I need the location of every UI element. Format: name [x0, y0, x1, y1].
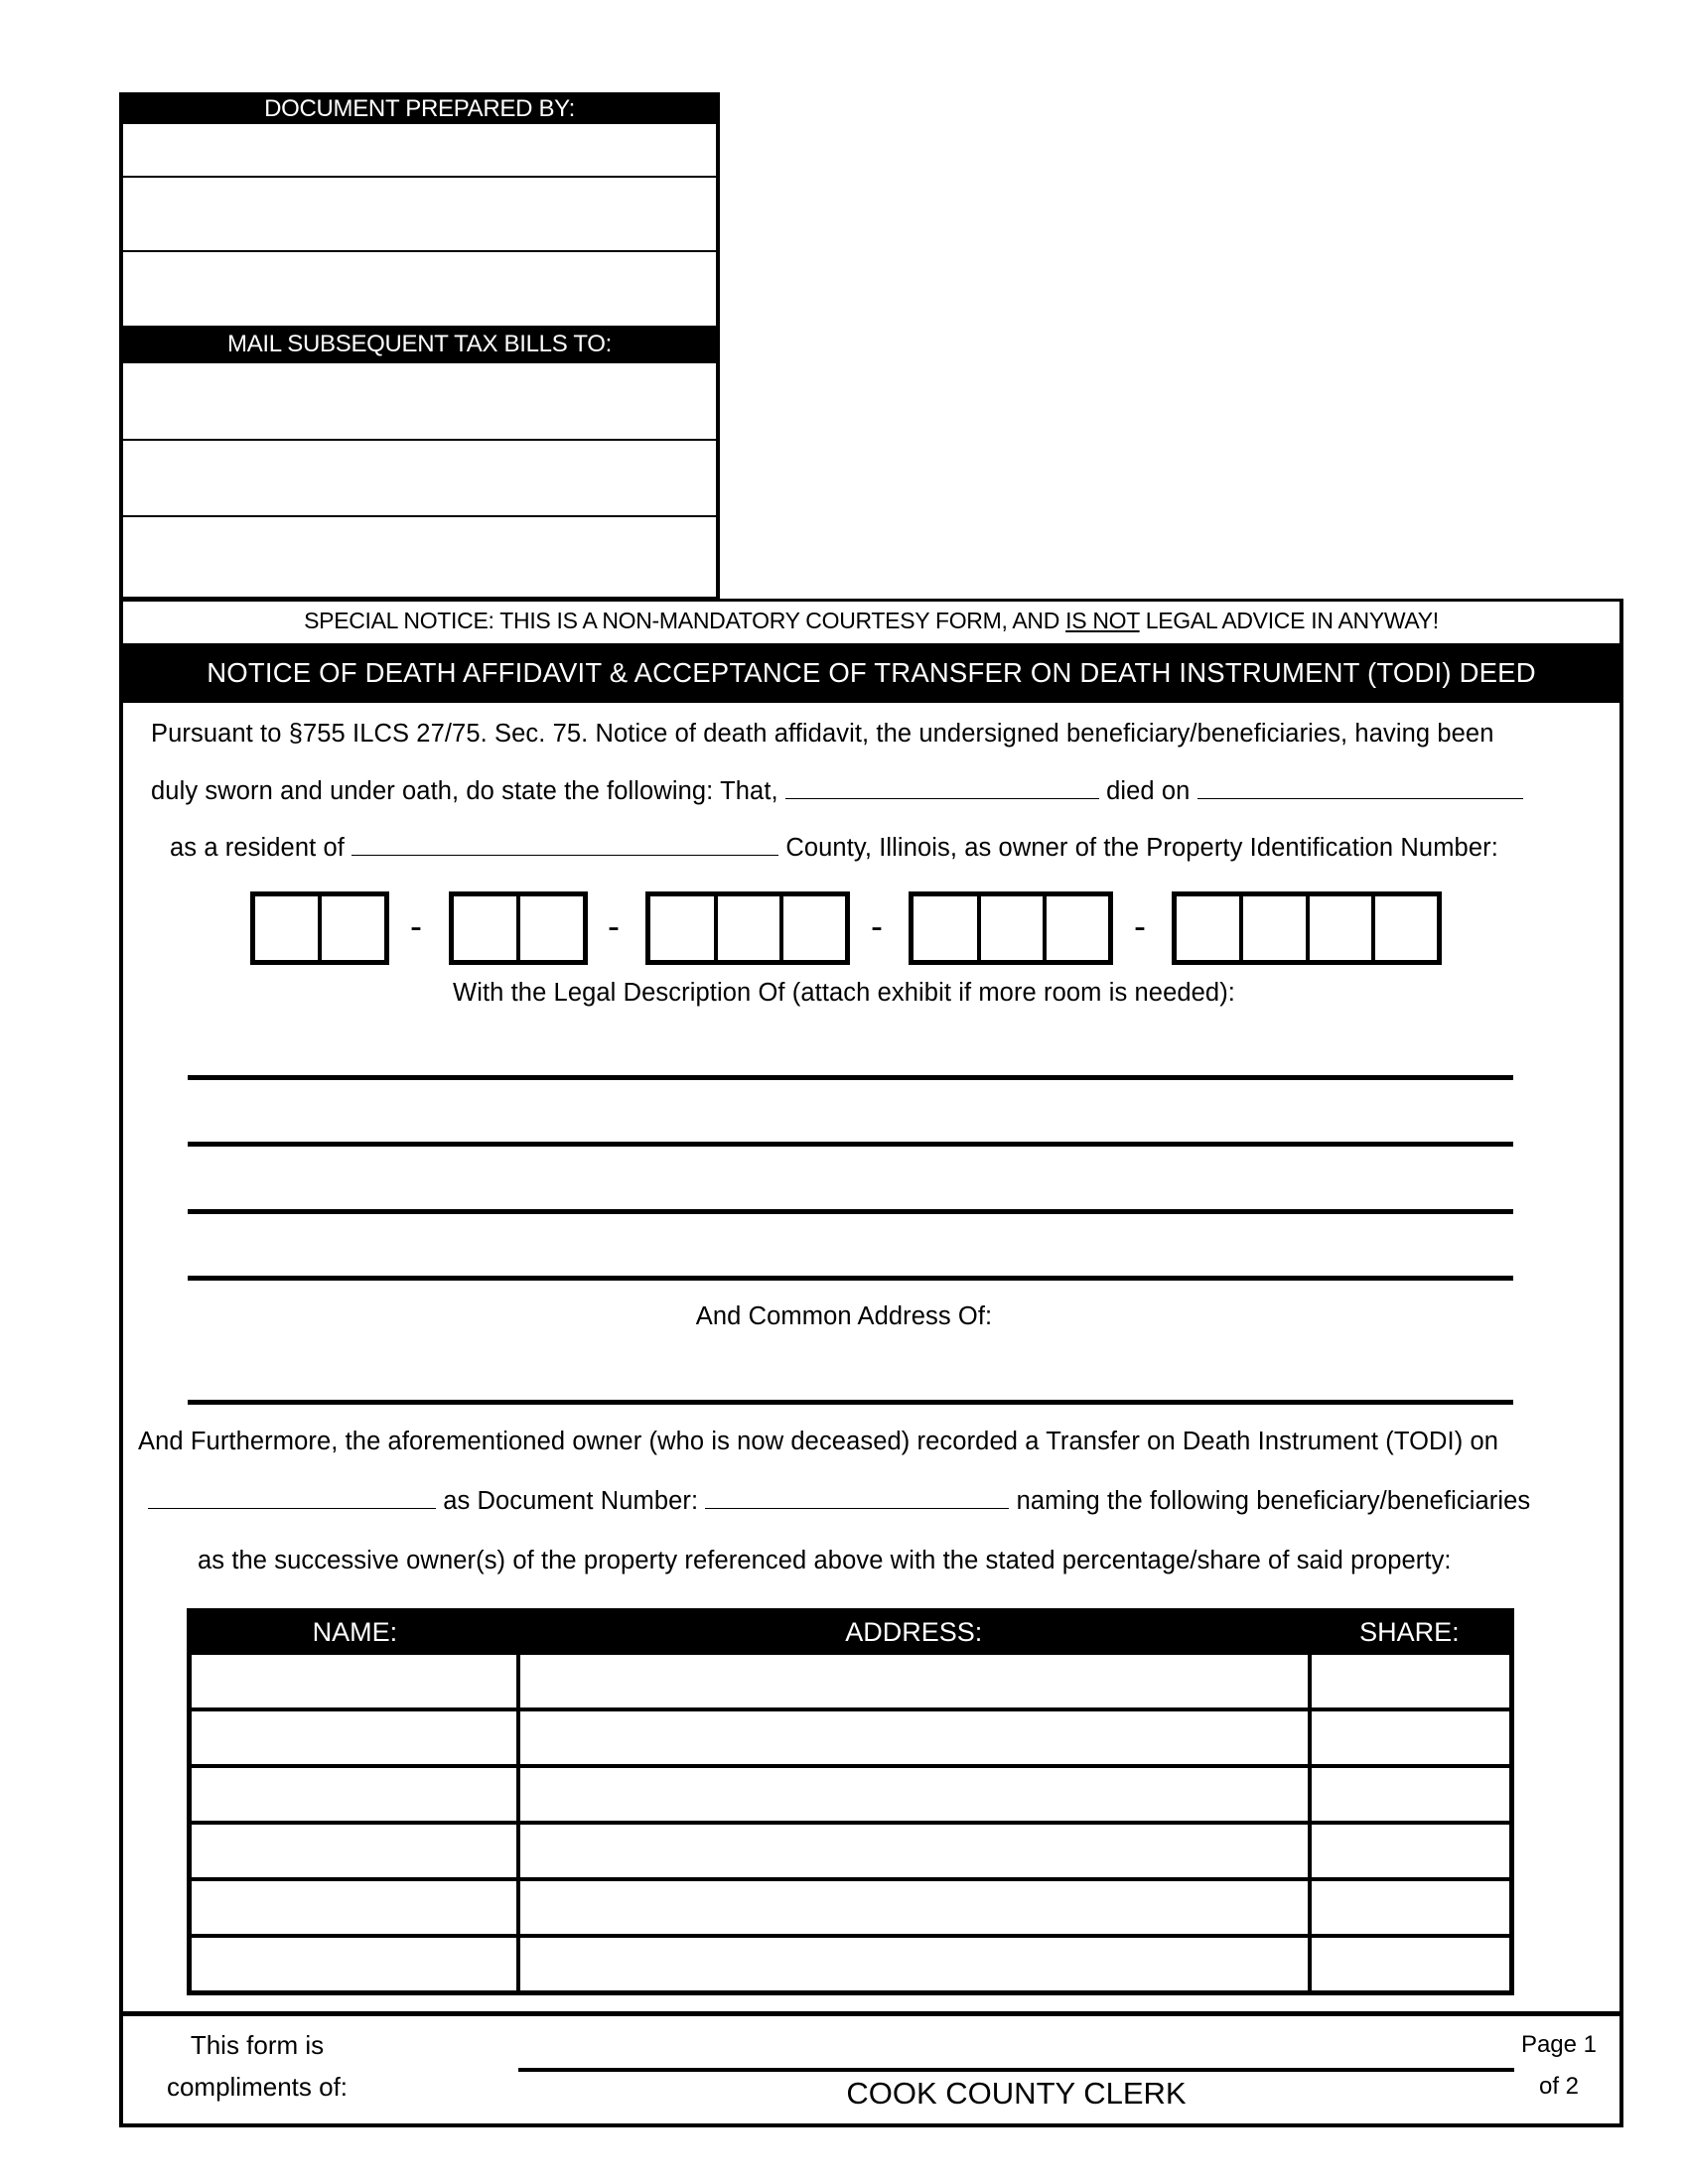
beneficiary-name-cell[interactable] [190, 1709, 518, 1766]
table-row [190, 1766, 1512, 1823]
beneficiary-share-cell[interactable] [1310, 1709, 1512, 1766]
legal-description-line-2[interactable] [188, 1142, 1513, 1147]
share-column-header: SHARE: [1310, 1611, 1512, 1654]
prepared-by-field-3[interactable] [123, 252, 716, 326]
pin-group-4[interactable] [909, 891, 1113, 965]
decedent-name-field[interactable] [785, 797, 1099, 799]
tax-bills-field-2[interactable] [123, 441, 716, 517]
table-row [190, 1936, 1512, 1993]
beneficiary-name-cell[interactable] [190, 1766, 518, 1823]
pin-group-5[interactable] [1172, 891, 1442, 965]
beneficiary-share-cell[interactable] [1310, 1879, 1512, 1936]
legal-description-label: With the Legal Description Of (attach exhibit if more room is needed): [453, 979, 1235, 1007]
affidavit-line-3: as a resident of County, Illinois, as owner of the Property Identification Number: [170, 834, 1498, 862]
prepared-by-field-1[interactable] [123, 124, 716, 178]
common-address-label: And Common Address Of: [695, 1302, 993, 1330]
beneficiary-name-cell[interactable] [190, 1653, 518, 1709]
special-notice: SPECIAL NOTICE: THIS IS A NON-MANDATORY COURTESY FORM, AND IS NOT LEGAL ADVICE IN ANYWAY! [304, 608, 1439, 633]
beneficiary-share-cell[interactable] [1310, 1936, 1512, 1993]
beneficiary-name-cell[interactable] [190, 1936, 518, 1993]
table-row [190, 1653, 1512, 1709]
pin-dash-1: - [410, 905, 422, 946]
beneficiary-share-cell[interactable] [1310, 1653, 1512, 1709]
county-field[interactable] [352, 854, 778, 856]
pin-dash-3: - [871, 905, 883, 946]
table-row [190, 1823, 1512, 1879]
footer-divider [123, 2011, 1619, 2016]
date-of-death-field[interactable] [1197, 797, 1523, 799]
pin-group-1[interactable] [250, 891, 389, 965]
furthermore-line-1: And Furthermore, the aforementioned owner (who is now deceased) recorded a Transfer on Death Instrument (TODI) on [138, 1428, 1499, 1455]
legal-description-line-4[interactable] [188, 1276, 1513, 1281]
compliments-signature-line[interactable] [518, 2068, 1514, 2072]
table-row [190, 1709, 1512, 1766]
affidavit-line-2: duly sworn and under oath, do state the following: That, died on [151, 775, 1523, 807]
address-column-header: ADDRESS: [518, 1611, 1310, 1654]
notice-emphasis: IS NOT [1065, 608, 1140, 633]
tax-bills-field-3[interactable] [123, 517, 716, 597]
name-column-header: NAME: [190, 1611, 518, 1654]
beneficiary-header-row [190, 1611, 1512, 1654]
beneficiary-address-cell[interactable] [518, 1766, 1310, 1823]
preparer-taxbill-box [119, 92, 720, 601]
furthermore-line-3: as the successive owner(s) of the property referenced above with the stated percentage/share of said property: [198, 1547, 1452, 1574]
beneficiary-name-cell[interactable] [190, 1879, 518, 1936]
pin-group-3[interactable] [645, 891, 850, 965]
tax-bills-field-1[interactable] [123, 363, 716, 441]
pin-group-2[interactable] [449, 891, 588, 965]
beneficiary-share-cell[interactable] [1310, 1766, 1512, 1823]
pin-dash-4: - [1134, 905, 1146, 946]
compliments-label: This form is compliments of: [166, 2030, 349, 2102]
todi-record-date-field[interactable] [148, 1507, 436, 1509]
affidavit-line-1: Pursuant to §755 ILCS 27/75. Sec. 75. Notice of death affidavit, the undersigned beneficiary/beneficiaries, having been [151, 720, 1494, 748]
beneficiary-name-cell[interactable] [190, 1823, 518, 1879]
form-title: NOTICE OF DEATH AFFIDAVIT & ACCEPTANCE OF TRANSFER ON DEATH INSTRUMENT (TODI) DEED [123, 643, 1619, 703]
cook-county-clerk: COOK COUNTY CLERK [846, 2076, 1187, 2111]
common-address-line[interactable] [188, 1400, 1513, 1405]
prepared-by-field-2[interactable] [123, 178, 716, 252]
beneficiary-address-cell[interactable] [518, 1936, 1310, 1993]
page-number: Page 1 of 2 [1520, 2031, 1598, 2100]
table-row [190, 1879, 1512, 1936]
beneficiary-address-cell[interactable] [518, 1709, 1310, 1766]
beneficiary-address-cell[interactable] [518, 1653, 1310, 1709]
beneficiary-address-cell[interactable] [518, 1879, 1310, 1936]
beneficiary-address-cell[interactable] [518, 1823, 1310, 1879]
pin-dash-2: - [608, 905, 620, 946]
tax-bills-header: MAIL SUBSEQUENT TAX BILLS TO: [123, 326, 716, 363]
beneficiary-table [187, 1608, 1514, 1995]
prepared-by-header: DOCUMENT PREPARED BY: [123, 96, 716, 124]
furthermore-line-2: as Document Number: naming the following beneficiary/beneficiaries [148, 1485, 1530, 1517]
document-number-field[interactable] [705, 1507, 1009, 1509]
beneficiary-share-cell[interactable] [1310, 1823, 1512, 1879]
legal-description-line-3[interactable] [188, 1209, 1513, 1214]
legal-description-line-1[interactable] [188, 1075, 1513, 1080]
